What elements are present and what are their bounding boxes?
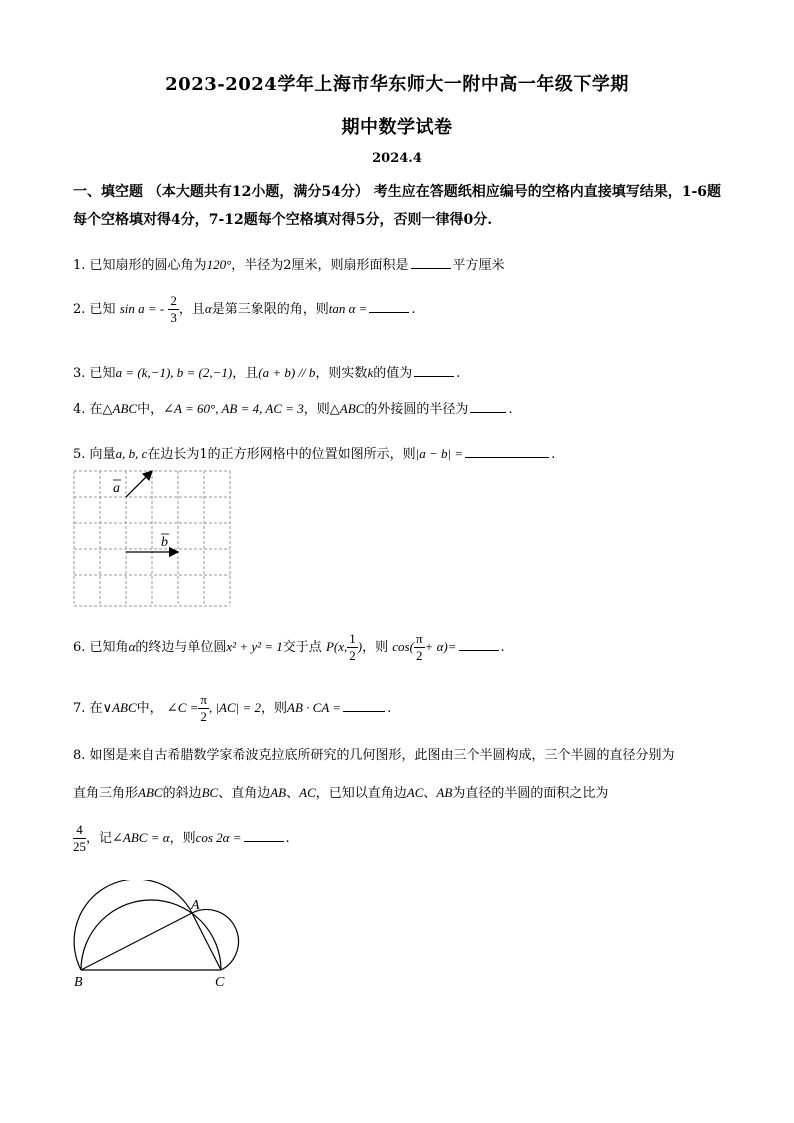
answer-blank xyxy=(470,399,506,413)
answer-blank xyxy=(411,255,451,269)
question-6: 6. 已知角α的终边与单位圆x² + y² = 1交于点 P(x, $\frac{1}{2}$ )，则 cos( $\frac{\pi}{2}$ + α)= . xyxy=(73,631,505,663)
semicircle-ab xyxy=(74,880,192,970)
answer-blank xyxy=(414,363,454,377)
question-2: 2. 已知 sin a = - $\frac{2}{3}$ ，且α是第三象限的角，则tan α = . xyxy=(73,293,416,325)
section-heading: 一、填空题 （本大题共有12小题，满分54分） 考生应在答题纸相应编号的空格内直接填写结果，1-6题每个空格填对得4分，7-12题每个空格填对得5分，否则一律得0分. xyxy=(73,184,722,228)
answer-blank xyxy=(459,637,499,651)
exam-date: 2024.4 xyxy=(372,151,422,166)
exam-title-line1: 2023-2024学年上海市华东师大一附中高一年级下学期 xyxy=(165,74,629,95)
point-b-label: B xyxy=(74,975,83,990)
point-c-label: C xyxy=(215,975,225,990)
point-a-label: A xyxy=(191,898,200,913)
question-8-line3: $\frac{4}{25}$ ，记∠ABC = α，则cos 2α = . xyxy=(73,822,290,854)
answer-blank xyxy=(465,444,549,458)
vector-a-arrow xyxy=(126,471,152,497)
grid-lines xyxy=(74,471,230,606)
question-4: 4. 在△ABC中，∠A = 60°, AB = 4, AC = 3，则△ABC的外接圆的半径为 . xyxy=(73,401,513,417)
fraction: $\frac{\pi}{2}$ xyxy=(415,631,423,663)
semicircle-figure xyxy=(65,880,255,990)
question-8-line1: 8. 如图是来自古希腊数学家希波克拉底所研究的几何图形，此图由三个半圆构成，三个半圆的直径分别为 xyxy=(73,748,675,763)
vector-grid-figure xyxy=(73,470,233,610)
answer-blank xyxy=(343,698,385,712)
question-1: 1. 已知扇形的圆心角为120°，半径为2厘米，则扇形面积是 平方厘米 xyxy=(73,257,505,273)
question-7: 7. 在∨ABC中， ∠C = $\frac{\pi}{2}$ , |AC| = 2，则AB · CA = . xyxy=(73,692,392,724)
answer-blank xyxy=(369,299,409,313)
vector-b-label: b xyxy=(161,535,168,550)
exam-title-line2: 期中数学试卷 xyxy=(341,117,453,138)
fraction: $\frac{2}{3}$ xyxy=(170,293,177,325)
question-3: 3. 已知a = (k,−1), b = (2,−1)，且(a + b) // b，则实数k的值为 . xyxy=(73,365,461,381)
vector-a-label: a xyxy=(113,481,120,496)
side-ab xyxy=(81,913,192,970)
question-8-line2: 直角三角形ABC的斜边BC、直角边AB、AC，已知以直角边AC、AB为直径的半圆的面积之比为 xyxy=(73,785,609,801)
side-ac xyxy=(192,913,221,970)
question-5: 5. 向量a, b, c在边长为1的正方形网格中的位置如图所示，则|a − b| = . xyxy=(73,446,556,462)
fraction: $\frac{1}{2}$ xyxy=(349,631,356,663)
answer-blank xyxy=(244,828,284,842)
fraction: $\frac{4}{25}$ xyxy=(73,822,86,854)
fraction: $\frac{\pi}{2}$ xyxy=(200,692,207,724)
